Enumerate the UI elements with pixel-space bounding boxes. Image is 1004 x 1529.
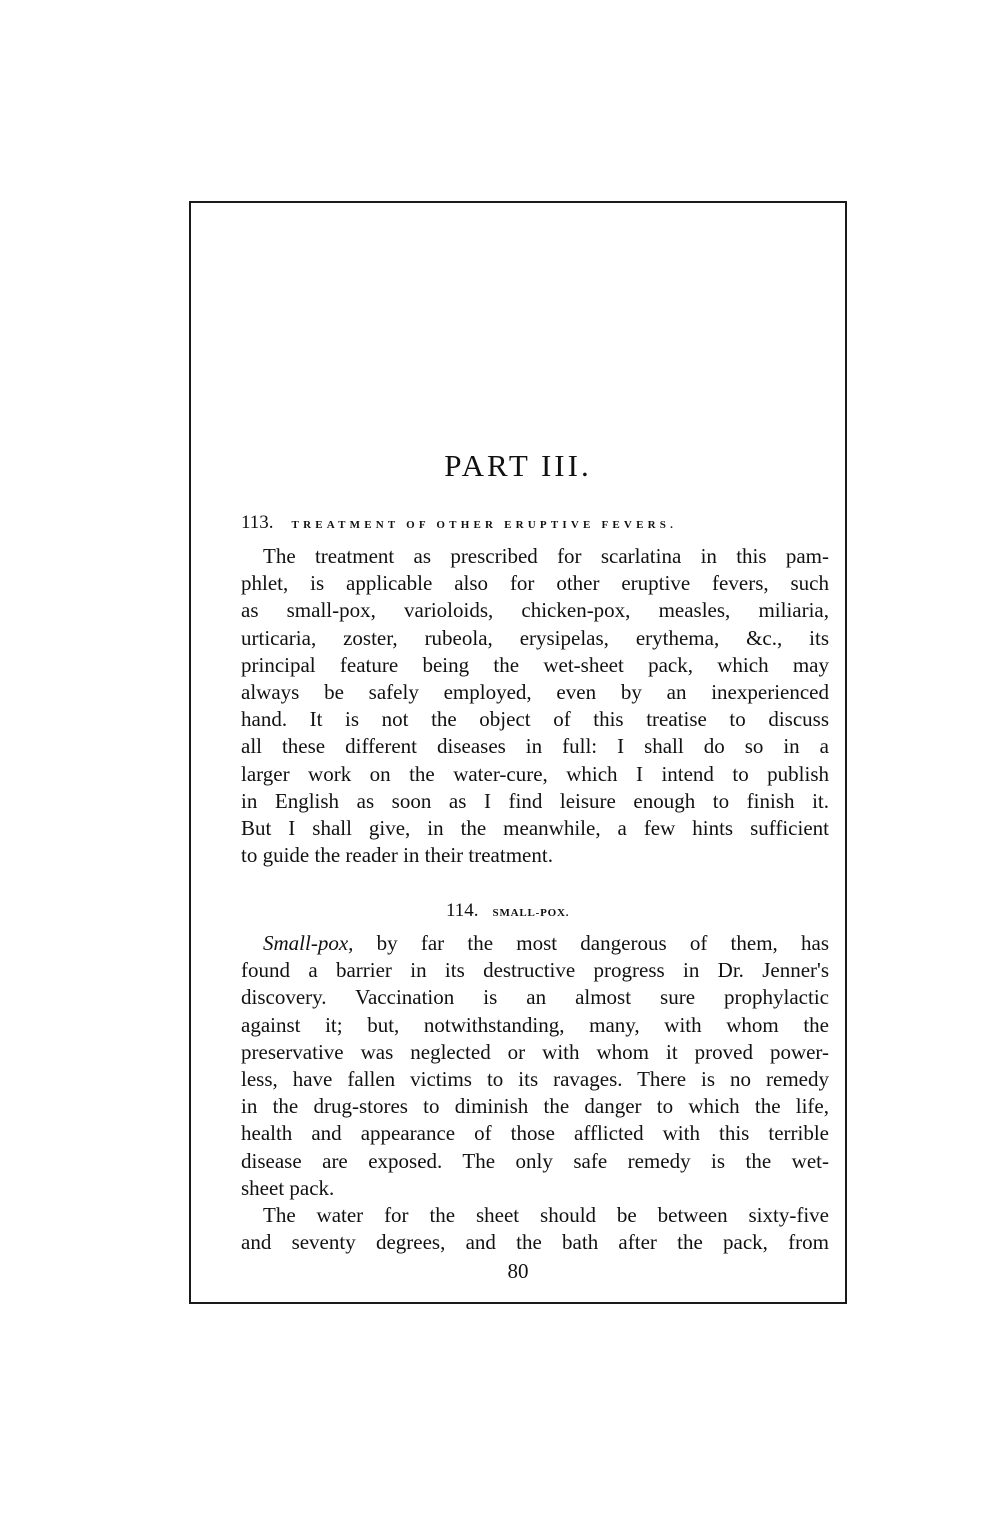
section-114-heading [446, 900, 569, 922]
paragraph-line: found a barrier in its destructive progress in Dr. Jenner's [241, 958, 829, 983]
paragraph-line: principal feature being the wet-sheet pack, which may [241, 652, 829, 677]
paragraph-line: in the drug-stores to diminish the danger to which the life, [241, 1094, 829, 1119]
paragraph-line: larger work on the water-cure, which I intend to publish [241, 761, 829, 786]
paragraph-line: and seventy degrees, and the bath after the pack, from [241, 1230, 829, 1255]
paragraph-line [241, 930, 829, 957]
paragraph-line: discovery. Vaccination is an almost sure prophylactic [241, 985, 829, 1010]
small-pox-italic: Small-pox, [263, 931, 354, 955]
page-number: 80 [507, 1259, 529, 1283]
part-title: PART III. [444, 448, 592, 483]
section-113-number: 113. [241, 512, 274, 533]
section-114-number: 114. [446, 900, 479, 921]
page-frame [189, 201, 847, 1304]
paragraph-line: sheet pack. [241, 1175, 335, 1200]
paragraph-line: as small-pox, varioloids, chicken-pox, measles, miliaria, [241, 598, 829, 623]
paragraph-line: all these different diseases in full: I shall do so in a [241, 734, 829, 759]
paragraph-line: urticaria, zoster, rubeola, erysipelas, erythema, &c., its [241, 625, 829, 650]
section-113-paragraph [241, 543, 829, 869]
section-114-title: SMALL-POX. [492, 907, 570, 919]
paragraph-line: less, have fallen victims to its ravages. There is no remedy [241, 1067, 829, 1092]
paragraph-line: The treatment as prescribed for scarlatina in this pam- [263, 544, 829, 568]
paragraph-line: against it; but, notwithstanding, many, with whom the [241, 1012, 829, 1037]
paragraph-line: phlet, is applicable also for other eruptive fevers, such [241, 571, 829, 596]
section-114-paragraph [241, 930, 829, 1256]
paragraph-line: preservative was neglected or with whom it proved power- [241, 1039, 829, 1064]
section-113-heading [241, 512, 677, 534]
paragraph-line: health and appearance of those afflicted with this terrible [241, 1121, 829, 1146]
paragraph-line: hand. It is not the object of this treatise to discuss [241, 707, 829, 732]
paragraph-line: always be safely employed, even by an inexperienced [241, 680, 829, 705]
paragraph-line: in English as soon as I find leisure enough to finish it. [241, 788, 829, 813]
paragraph-line: to guide the reader in their treatment. [241, 843, 553, 868]
section-113-title: TREATMENT OF OTHER ERUPTIVE FEVERS. [291, 519, 678, 531]
paragraph-line-rest: by far the most dangerous of them, has [376, 931, 829, 955]
paragraph-line: But I shall give, in the meanwhile, a few hints sufficient [241, 816, 829, 841]
paragraph-line: The water for the sheet should be between sixty-five [263, 1203, 829, 1228]
paragraph-line: disease are exposed. The only safe remedy is the wet- [241, 1148, 829, 1173]
